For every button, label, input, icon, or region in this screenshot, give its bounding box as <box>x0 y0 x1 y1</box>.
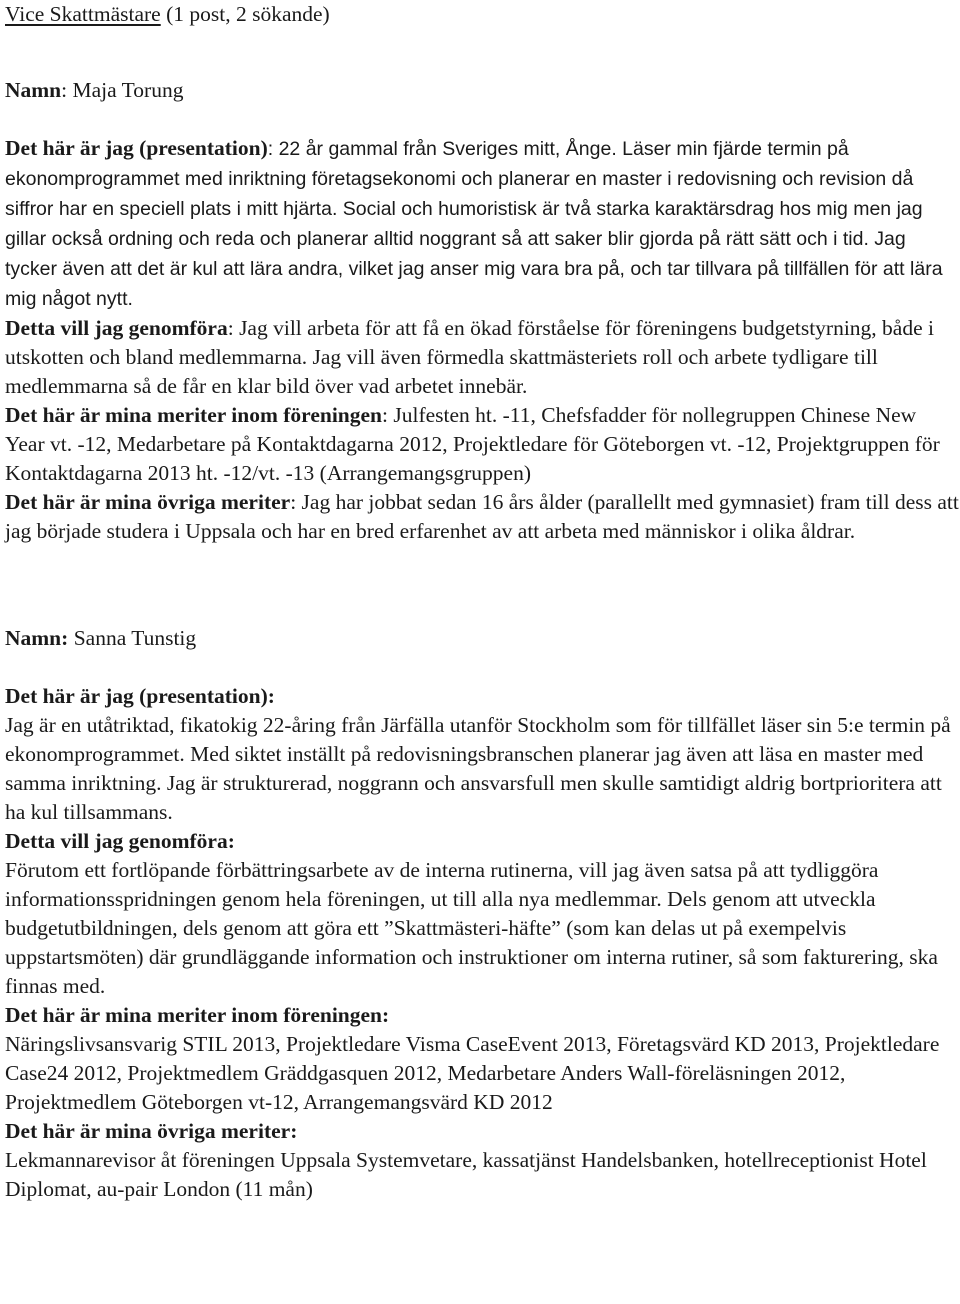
goals-label: Detta vill jag genomföra <box>5 316 228 340</box>
presentation-text: : 22 år gammal från Sveriges mitt, Ånge. Läser min fjärde termin på ekonomprogrammet med inriktning företagsekonomi och planerar en master i redovisning och revision då siffror har en speciell plats i mitt hjärta. Social och humoristisk är två starka karaktärsdrag hos mig men jag gillar också ordning och reda och planerar alltid noggrant så att saker blir gjorda på rätt sätt och i tid. Jag tycker även att det är kul att lära andra, vilket jag anser mig vara bra på, och tar tillvara på tillfällen för att lära mig något nytt. <box>5 138 943 310</box>
merits-association-text: : Julfesten ht. -11, Chefsfadder för nollegruppen Chinese New Year vt. -12, Medarbetare på Kontaktdagarna 2012, Projektledare för Göteborgen vt. -12, Projektgruppen för Kontaktdagarna 2013 ht. -12/vt. -13 (Arrangemangsgruppen) <box>5 403 940 485</box>
candidate1-name <box>5 76 960 105</box>
candidate2-merits-association-label: Det här är mina meriter inom föreningen: <box>5 1003 390 1027</box>
title-suffix: (1 post, 2 sökande) <box>160 2 330 26</box>
document <box>5 0 960 1204</box>
candidate2-merits-other-text: Lekmannarevisor åt föreningen Uppsala Systemvetare, kassatjänst Handelsbanken, hotellreceptionist Hotel Diplomat, au-pair London (11 mån) <box>5 1148 927 1201</box>
page-title <box>5 0 960 29</box>
title-link[interactable]: Vice Skattmästare <box>5 2 161 26</box>
goals-text: : Jag vill arbeta för att få en ökad förståelse för föreningens budgetstyrning, både i utskotten och bland medlemmarna. Jag vill även förmedla skattmästeriets roll och arbete tydligare till medlemmarna så de får en klar bild över vad arbetet innebär. <box>5 316 934 398</box>
candidate2-goals-text: Förutom ett fortlöpande förbättringsarbete av de interna rutinerna, vill jag även satsa på att tydliggöra informationsspridningen genom hela föreningen, ut till alla nya medlemmar. Dels genom att utveckla budgetutbildningen, dels genom att göra ett ”Skattmästeri-häfte” (som kan delas ut på exempelvis uppstartsmöten) där grundläggande information och instruktioner om interna rutiner, så som fakturering, ska finnas med. <box>5 858 938 998</box>
candidate1-merits-other <box>5 488 960 546</box>
merits-other-text: : Jag har jobbat sedan 16 års ålder (parallellt med gymnasiet) fram till dess att jag började studera i Uppsala och har en bred erfarenhet av att arbeta med människor i olika åldrar. <box>5 490 959 543</box>
name-value: Sanna Tunstig <box>68 626 197 650</box>
candidate1-merits-association <box>5 401 960 488</box>
candidate1-presentation <box>5 134 960 314</box>
candidate2-merits-association-text: Näringslivsansvarig STIL 2013, Projektledare Visma CaseEvent 2013, Företagsvärd KD 2013, Projektledare Case24 2012, Projektmedlem Gräddgasquen 2012, Medarbetare Anders Wall-föreläsningen 2012, Projektmedlem Göteborgen vt-12, Arrangemangsvärd KD 2012 <box>5 1032 940 1114</box>
name-label: Namn: <box>5 626 69 650</box>
name-label: Namn <box>5 78 62 102</box>
presentation-label: Det här är jag (presentation) <box>5 136 268 160</box>
candidate2-goals-label: Detta vill jag genomföra: <box>5 829 235 853</box>
candidate2-name <box>5 624 960 653</box>
candidate2-presentation-text: Jag är en utåtriktad, fikatokig 22-åring från Järfälla utanför Stockholm som för tillfället läser sin 5:e termin på ekonomprogrammet. Med siktet inställt på redovisningsbranschen planerar jag även att läsa en master med samma inriktning. Jag är strukturerad, noggrann och ansvarsfull men skulle samtidigt aldrig bortprioritera att ha kul tillsammans. <box>5 713 951 824</box>
merits-association-label: Det här är mina meriter inom föreningen <box>5 403 382 427</box>
candidate1-goals <box>5 314 960 401</box>
candidate2-presentation-label: Det här är jag (presentation): <box>5 684 275 708</box>
candidate2-merits-other-label: Det här är mina övriga meriter: <box>5 1119 298 1143</box>
merits-other-label: Det här är mina övriga meriter <box>5 490 291 514</box>
name-value: : Maja Torung <box>61 78 184 102</box>
